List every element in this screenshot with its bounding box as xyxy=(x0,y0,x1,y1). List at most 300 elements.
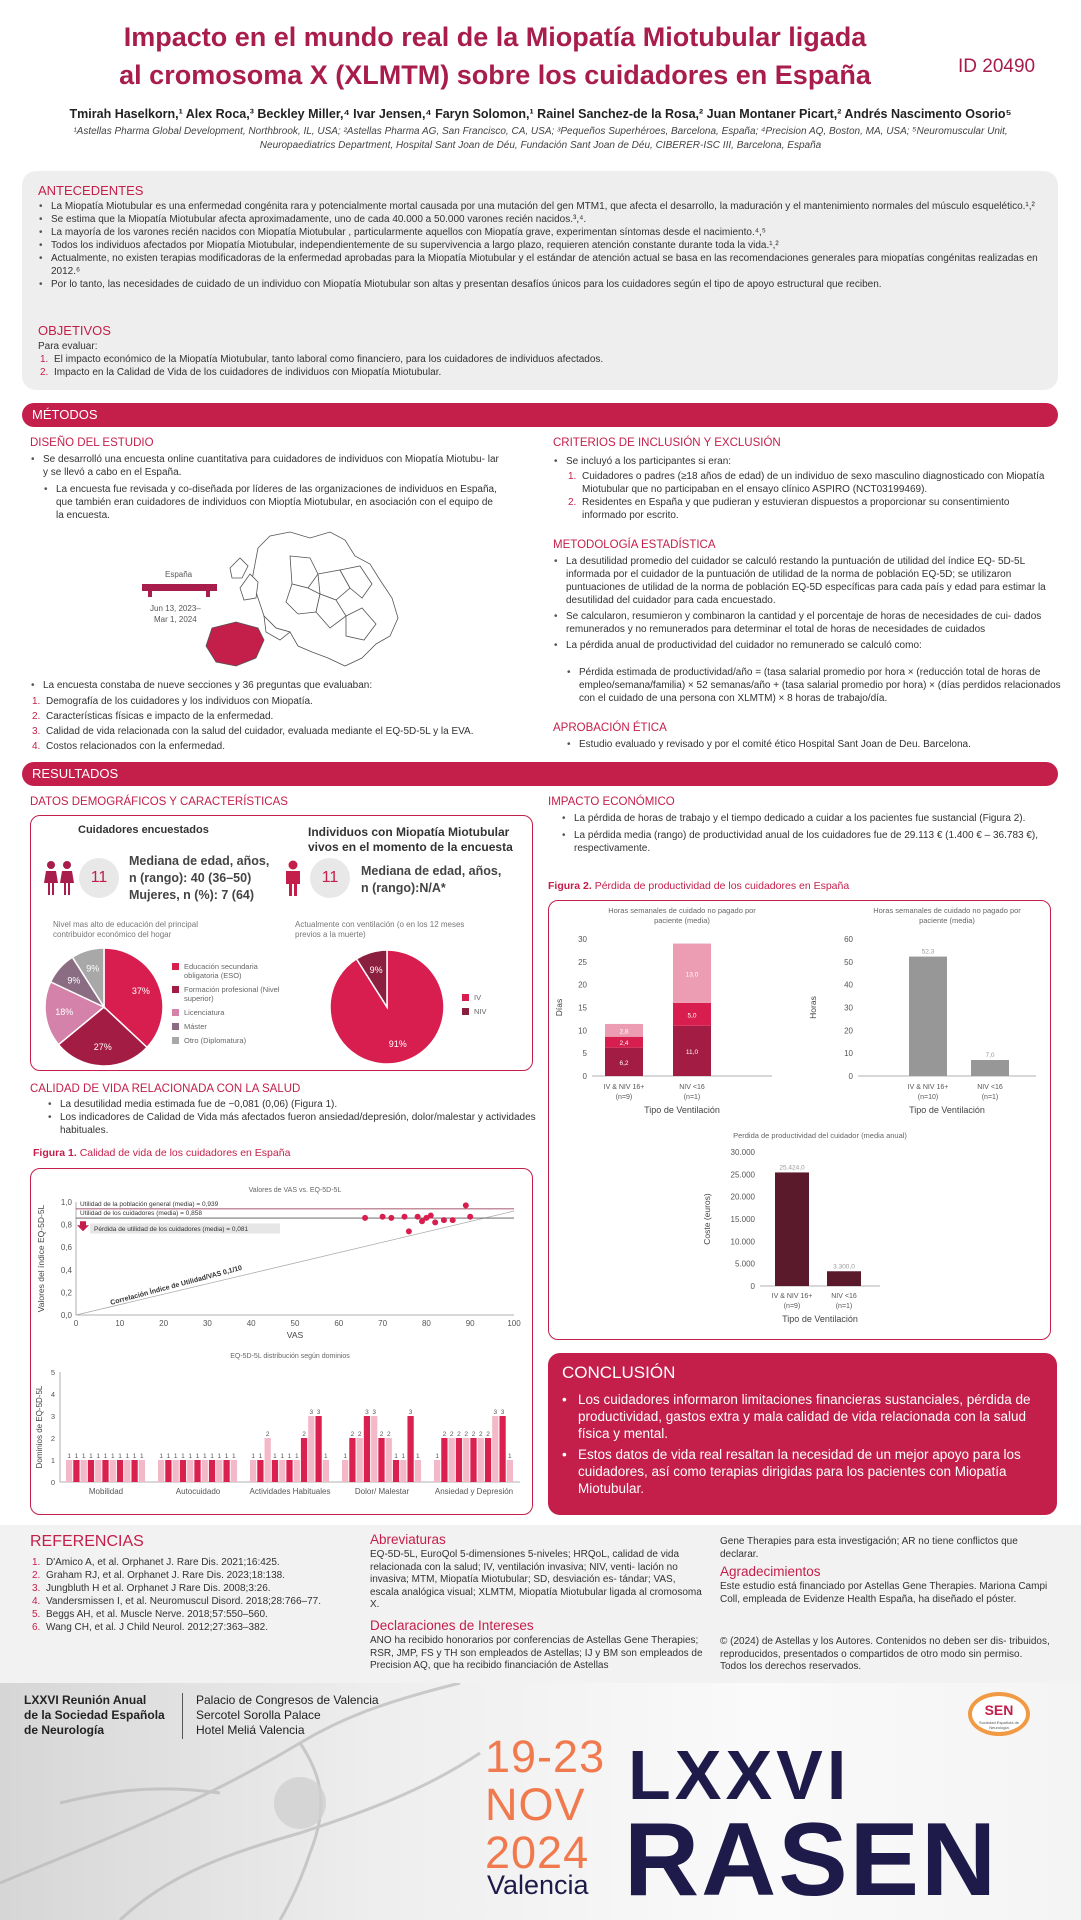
x-tick-label: 30 xyxy=(202,1319,212,1328)
bar xyxy=(180,1460,186,1482)
legend-label: Educación secundaria obligatoria (ESO) xyxy=(184,962,258,980)
legend-swatch xyxy=(462,994,469,1001)
event-venues: Palacio de Congresos de Valencia Sercotel Sorolla Palace Hotel Meliá Valencia xyxy=(196,1693,379,1737)
caregivers-count: 11 xyxy=(79,858,119,898)
bar-value-label: 1 xyxy=(103,1453,108,1460)
data-point xyxy=(362,1215,368,1221)
category-label: Mobilidad xyxy=(88,1487,124,1496)
bar-value-label: 1 xyxy=(166,1453,171,1460)
bar xyxy=(202,1460,208,1482)
list-item: 5. Beggs AH, et al. Muscle Nerve. 2018;57:550–560. xyxy=(32,1609,268,1620)
bar xyxy=(231,1460,237,1482)
antecedentes-list xyxy=(38,200,1048,291)
pie-slice-label: 91% xyxy=(388,1039,407,1050)
edu-caption: Nivel mas alto de educación del principal contribuidor económico del hogar xyxy=(53,920,198,939)
bar xyxy=(187,1460,193,1482)
bar-value-label: 2 xyxy=(386,1431,391,1438)
y-tick-label: 50 xyxy=(844,957,853,967)
fig2-caption: Figura 2. Pérdida de productividad de los cuidadores en España xyxy=(548,880,850,892)
chart-title: Horas semanales de cuidado no pagado por xyxy=(873,906,1021,915)
category-sublabel: (n=1) xyxy=(835,1303,853,1310)
conclusion-box xyxy=(548,1353,1057,1515)
bar xyxy=(400,1460,406,1482)
patients-title: Individuos con Miopatía Miotubular vivos en el momento de la encuesta xyxy=(308,825,513,854)
education-legend xyxy=(172,962,282,1050)
objetivos-list xyxy=(38,353,1038,379)
bar-value-label: 1 xyxy=(89,1453,93,1460)
abreviaturas-heading: Abreviaturas xyxy=(370,1532,446,1547)
y-tick-label: 30 xyxy=(844,1003,853,1013)
calidad-heading: CALIDAD DE VIDA RELACIONADA CON LA SALUD xyxy=(30,1083,301,1095)
x-tick-label: 100 xyxy=(507,1319,521,1328)
bar xyxy=(449,1438,455,1482)
bar xyxy=(775,1172,809,1286)
data-point xyxy=(402,1214,408,1220)
x-tick-label: 10 xyxy=(115,1319,125,1328)
bar-value-label: 3 xyxy=(493,1409,498,1416)
category-label: Actividades Habituales xyxy=(249,1487,331,1496)
caregivers-title: Cuidadores encuestados xyxy=(78,824,209,836)
y-tick-label: 4 xyxy=(50,1390,55,1399)
bar-value-label: 1 xyxy=(416,1453,420,1460)
list-item: • Por lo tanto, las necesidades de cuidado de un individuo con Miopatía Miotubular son altas y presentan desafíos únicos para los cuidadores según el tipo de apoyo estructural que reciben. xyxy=(38,278,1048,291)
y-axis-label: Dominios de EQ-5D-5L xyxy=(35,1385,44,1469)
y-axis-label: Horas xyxy=(808,996,818,1019)
poster-id: ID 20490 xyxy=(958,56,1036,77)
bar xyxy=(507,1460,513,1482)
bar-value-label: 2 xyxy=(457,1431,461,1438)
resultados-bar: RESULTADOS xyxy=(22,762,1058,786)
metodologia-sublist xyxy=(553,666,1063,705)
bar xyxy=(827,1271,861,1286)
x-axis-label: Tipo de Ventilación xyxy=(909,1105,985,1115)
bar-value-label: 1 xyxy=(324,1453,328,1460)
bar xyxy=(279,1460,285,1482)
impacto-heading: IMPACTO ECONÓMICO xyxy=(548,796,675,808)
bar-value-label: 3 xyxy=(365,1409,369,1416)
bar xyxy=(110,1460,116,1482)
criterios-list xyxy=(566,470,1056,522)
bar-value-label: 1 xyxy=(217,1453,222,1460)
event-rasen: RASEN xyxy=(624,1802,999,1918)
bar xyxy=(173,1460,179,1482)
bar-value-label: 1 xyxy=(140,1453,144,1460)
y-tick-label: 30.000 xyxy=(730,1148,755,1157)
encuesta-item xyxy=(30,679,500,692)
y-tick-label: 60 xyxy=(844,935,853,944)
data-point xyxy=(415,1214,421,1220)
y-tick-label: 0,4 xyxy=(60,1265,72,1275)
legend-label: Otro (Diplomatura) xyxy=(184,1036,247,1045)
fig1-caption: Figura 1. Calidad de vida de los cuidadores en España xyxy=(33,1147,291,1159)
annotation-text: Pérdida de utilidad de los cuidadores (media) = 0,081 xyxy=(94,1225,249,1233)
y-tick-label: 0,6 xyxy=(60,1243,72,1253)
event-roman-numeral: LXXVI xyxy=(628,1736,851,1814)
declaraciones-continued: Gene Therapies para esta investigación; AR no tiene conflictos que declarar. xyxy=(720,1536,1018,1560)
bar-value-label: 3 xyxy=(500,1409,505,1416)
declaraciones-heading: Declaraciones de Intereses xyxy=(370,1618,534,1633)
vas-eq5d-scatter-chart xyxy=(34,1180,528,1350)
list-item: • La pérdida de horas de trabajo y el tiempo dedicado a cuidar a los pacientes fue sustancial (Figura 2). xyxy=(548,812,1048,825)
bar xyxy=(463,1438,469,1482)
bar-value-label: 1 xyxy=(110,1453,115,1460)
bar xyxy=(81,1460,87,1482)
pie-slice-label: 9% xyxy=(369,964,383,975)
x-tick-label: 20 xyxy=(159,1319,169,1328)
poster-title: Impacto en el mundo real de la Miopatía Miotubular ligada al cromosoma X (XLMTM) sobre los cuidadores en España xyxy=(119,22,871,90)
pie-slice-label: 27% xyxy=(93,1042,112,1053)
ventilation-legend xyxy=(462,993,522,1021)
list-item: 1. D'Amico A, et al. Orphanet J. Rare Dis. 2021;16:425. xyxy=(32,1557,280,1568)
bar xyxy=(371,1416,377,1482)
bar xyxy=(342,1460,348,1482)
bar xyxy=(378,1438,384,1482)
bar-value-label: 1 xyxy=(195,1453,200,1460)
sen-logo xyxy=(968,1692,1030,1736)
data-point xyxy=(388,1215,394,1221)
bar-value-label: 1 xyxy=(81,1453,86,1460)
bar xyxy=(349,1438,355,1482)
list-item: 4. Vandersmissen I, et al. Neuromuscul Disord. 2018;28:766–77. xyxy=(32,1596,321,1607)
metodologia-heading: METODOLOGÍA ESTADÍSTICA xyxy=(553,539,716,551)
bar xyxy=(294,1460,300,1482)
event-city: Valencia xyxy=(487,1870,589,1900)
list-item: • Estudio evaluado y revisado y por el comité ético Hospital Sant Joan de Deu. Barcelona. xyxy=(553,738,1063,751)
legend-swatch xyxy=(172,1037,179,1044)
category-label: NIV <16 xyxy=(831,1293,857,1300)
bar xyxy=(386,1438,392,1482)
antecedentes-heading: ANTECEDENTES xyxy=(38,183,144,198)
list-item: 1. El impacto económico de la Miopatía Miotubular, tanto laboral como financiero, para los cuidadores de individuos afectados. xyxy=(40,354,604,365)
encuesta-list xyxy=(30,694,510,754)
bar-value-label: 2 xyxy=(357,1431,362,1438)
bar xyxy=(441,1438,447,1482)
chart-title: Perdida de productividad del cuidador (media anual) xyxy=(733,1131,907,1140)
bar xyxy=(364,1416,370,1482)
bar-value-label: 11,0 xyxy=(685,1048,699,1056)
y-tick-label: 3 xyxy=(50,1412,55,1421)
bar xyxy=(158,1460,164,1482)
list-item: • La Miopatía Miotubular es una enfermedad congénita rara y potencialmente mortal causada por una mutación del gen MTM1, que afecta el desarrollo, la maduración y el mantenimiento normales del músculo esquelético.¹,² xyxy=(38,200,1048,213)
reference-line-label: Utilidad de los cuidadores (media) = 0,858 xyxy=(80,1210,202,1218)
list-item: • Los indicadores de Calidad de Vida más afectados fueron ansiedad/depresión, dolor/malestar y actividades habituales. xyxy=(47,1111,537,1137)
pie-slice-label: 9% xyxy=(67,975,81,986)
bar-value-label: 2 xyxy=(478,1431,483,1438)
category-label: Ansiedad y Depresión xyxy=(434,1487,514,1496)
unpaid-care-hours-chart xyxy=(800,903,1048,1128)
list-item: • Se incluyó a los participantes si eran: xyxy=(553,455,1053,468)
vent-caption: Actualmente con ventilación (o en los 12 meses previos a la muerte) xyxy=(295,920,465,939)
legend-label: Licenciatura xyxy=(184,1008,225,1017)
bar xyxy=(492,1416,498,1482)
list-item: • La pérdida media (rango) de productividad anual de los cuidadores fue de 29.113 € (1.400 € – 36.783 €), respectivamente. xyxy=(548,829,1048,855)
bar xyxy=(971,1060,1009,1076)
x-tick-label: 40 xyxy=(246,1319,256,1328)
legend-swatch xyxy=(462,1008,469,1015)
bar-value-label: 5,0 xyxy=(687,1012,697,1020)
bar xyxy=(209,1460,215,1482)
bar xyxy=(357,1438,363,1482)
list-item: • Todos los individuos afectados por Miopatía Miotubular, independientemente de su supervivencia a largo plazo, requieren atención constante durante toda la vida.¹,² xyxy=(38,239,1048,252)
category-sublabel: (n=9) xyxy=(783,1303,801,1310)
bar-value-label: 1 xyxy=(280,1453,285,1460)
y-tick-label: 5 xyxy=(50,1368,55,1377)
trend-label: Correlación Índice de Utilidad/VAS 0,1/10 xyxy=(109,1264,243,1307)
y-tick-label: 5 xyxy=(582,1049,587,1059)
bar xyxy=(393,1460,399,1482)
data-point xyxy=(450,1217,456,1223)
agradecimientos-text: Este estudio está financiado por Astellas Gene Therapies. Mariona Campi Coll, empleada de Evidenze Health España, ha diseñado el póster. xyxy=(720,1581,1048,1605)
bar-value-label: 1 xyxy=(394,1453,398,1460)
y-tick-label: 40 xyxy=(844,980,853,990)
bar-value-label: 1 xyxy=(343,1453,347,1460)
bar xyxy=(909,957,947,1076)
chart-title: EQ-5D-5L distribución según dominios xyxy=(230,1353,350,1360)
bar-value-label: 1 xyxy=(188,1453,193,1460)
bar-value-label: 1 xyxy=(435,1453,439,1460)
bar-value-label: 1 xyxy=(232,1453,236,1460)
list-item: 6. Wang CH, et al. J Child Neurol. 2012;27:363–382. xyxy=(32,1622,268,1633)
list-item: 1. Demografía de los cuidadores y los individuos con Miopatía. xyxy=(32,696,313,707)
data-point xyxy=(432,1219,438,1225)
diseno-heading: DISEÑO DEL ESTUDIO xyxy=(30,437,154,449)
y-tick-label: 0,2 xyxy=(60,1288,72,1298)
bar-value-label: 1 xyxy=(96,1453,101,1460)
sen-logo-text: SEN xyxy=(984,1702,1014,1718)
bar xyxy=(124,1460,130,1482)
legend-swatch xyxy=(172,1023,179,1030)
bar-value-label: 1 xyxy=(210,1453,214,1460)
y-tick-label: 10 xyxy=(844,1049,853,1059)
affiliations: ¹Astellas Pharma Global Development, Northbrook, IL, USA; ²Astellas Pharma AG, San Francisco, CA, USA; ³Pequeños Superhéroes, Barcelona, España; ⁴Precision AQ, Boston, MA, USA; ⁵Neuromuscular Unit, Neuropaediatrics Department, Hospital Sant Joan de Déu, Fundación Sant Joan de Déu, CIBERER-ISC III, Barcelona, España xyxy=(73,126,1008,151)
y-tick-label: 25.000 xyxy=(730,1170,755,1180)
y-tick-label: 30 xyxy=(578,935,587,944)
patients-stats: Mediana de edad, años, n (rango):N/A* xyxy=(361,864,502,895)
list-item: • La encuesta fue revisada y co-diseñada por líderes de las organizaciones de individuos en España, que también eran cuidadores de individuos con Mioptía Miotubular, en asociación con el equipo de la encuesta. xyxy=(30,483,500,522)
bar xyxy=(265,1438,271,1482)
bar xyxy=(499,1416,505,1482)
bar xyxy=(478,1438,484,1482)
y-tick-label: 0,8 xyxy=(60,1220,72,1230)
x-axis-label: Tipo de Ventilación xyxy=(644,1105,720,1115)
criterios-intro xyxy=(553,455,1053,468)
bar-value-label: 3 xyxy=(309,1409,314,1416)
legend-entry xyxy=(172,985,282,1003)
y-tick-label: 10.000 xyxy=(730,1237,755,1247)
chart-title: paciente (media) xyxy=(654,916,710,925)
category-sublabel: (n=1) xyxy=(683,1094,701,1101)
bar xyxy=(73,1460,79,1482)
legend-label: Máster xyxy=(184,1022,207,1031)
x-tick-label: 90 xyxy=(465,1319,475,1328)
chart-title: paciente (media) xyxy=(919,916,975,925)
bar-value-label: 2 xyxy=(471,1431,476,1438)
y-tick-label: 0 xyxy=(50,1478,55,1487)
bar-value-label: 13,0 xyxy=(685,971,699,979)
x-axis-label: Tipo de Ventilación xyxy=(782,1314,858,1324)
caregivers-icon xyxy=(43,860,75,896)
bar-value-label: 2 xyxy=(379,1431,384,1438)
category-label: IV & NIV 16+ xyxy=(907,1084,949,1091)
ventilation-pie-chart xyxy=(330,950,446,1066)
list-item: • La mayoría de los varones recién nacidos con Miopatía Miotubular , particularmente aquellos con Miopatía grave, experimentan síntomas desde el nacimiento.⁴,⁵ xyxy=(38,226,1048,239)
bar xyxy=(286,1460,292,1482)
list-item: • Actualmente, no existen terapias modificadoras de la enfermedad aprobadas para la Miopatía Miotubular y el estándar de atención actual se basa en las recomendaciones generales para miopatías congénitas realizadas en 2012.⁶ xyxy=(38,252,1048,278)
bar xyxy=(407,1416,413,1482)
agradecimientos-heading: Agradecimientos xyxy=(720,1564,821,1579)
bar xyxy=(223,1460,229,1482)
spain-shape xyxy=(206,622,264,666)
bar-value-label: 1 xyxy=(67,1453,71,1460)
y-tick-label: 15.000 xyxy=(730,1215,755,1224)
bar xyxy=(102,1460,108,1482)
x-axis-label: VAS xyxy=(286,1330,304,1340)
y-axis-label: Días xyxy=(554,998,564,1017)
timeline-dates: Jun 13, 2023– Mar 1, 2024 xyxy=(150,604,201,624)
bar-value-label: 2 xyxy=(265,1431,270,1438)
bar xyxy=(139,1460,145,1482)
list-item: 1. Cuidadores o padres (≥18 años de edad) de un individuo de sexo masculino diagnosticado con Miopatía Miotubular que no participaban en el ensayo clínico ASPIRO (NCT03199469). xyxy=(568,471,1045,495)
calidad-list xyxy=(47,1098,537,1137)
category-label: NIV <16 xyxy=(977,1084,1003,1091)
bar-value-label: 1 xyxy=(125,1453,130,1460)
criterios-heading: CRITERIOS DE INCLUSIÓN Y EXCLUSIÓN xyxy=(553,437,781,449)
data-point xyxy=(463,1202,469,1208)
bar-value-label: 6,2 xyxy=(619,1059,629,1067)
legend-entry xyxy=(172,1022,282,1031)
chart-title: Horas semanales de cuidado no pagado por xyxy=(608,906,756,915)
bar-value-label: 1 xyxy=(224,1453,229,1460)
list-item: 2. Graham RJ, et al. Orphanet J. Rare Dis. 2023;18:138. xyxy=(32,1570,286,1581)
legend-entry xyxy=(172,1008,282,1017)
legend-label: IV xyxy=(474,993,482,1002)
bar-value-label: 7,0 xyxy=(985,1052,995,1060)
diseno-sublist xyxy=(30,483,500,522)
list-item: 4. Costos relacionados con la enfermedad. xyxy=(32,741,225,752)
list-item: • Los cuidadores informaron limitaciones financieras sustanciales, pérdida de productividad, gastos extra y mala calidad de vida relacionada con la salud física y mental. xyxy=(562,1392,1031,1441)
bar-value-label: 1 xyxy=(508,1453,512,1460)
list-item: 2. Residentes en España y que pudieran y estuvieran dispuestos a proporcionar su consentimiento informado por escrito. xyxy=(568,497,1010,521)
y-tick-label: 20 xyxy=(578,980,587,990)
declaraciones-text: ANO ha recibido honorarios por conferencias de Astellas Gene Therapies; RSR, JMP, FS y TH son empleados de Astellas; IJ y BM son empleados de Precision AQ, que ha recibido financiación de Astellas xyxy=(370,1635,703,1671)
bar-value-label: 2 xyxy=(449,1431,454,1438)
category-label: Autocuidado xyxy=(175,1487,221,1496)
event-dates: 19-23 NOV 2024 xyxy=(485,1731,606,1878)
caregivers-stats: Mediana de edad, años, n (rango): 40 (36–50) Mujeres, n (%): 7 (64) xyxy=(129,854,270,902)
data-point xyxy=(380,1214,386,1220)
etica-list xyxy=(553,738,1063,751)
category-sublabel: (n=9) xyxy=(615,1094,633,1101)
bar-value-label: 1 xyxy=(118,1453,122,1460)
category-label: IV & NIV 16+ xyxy=(771,1293,813,1300)
bar-value-label: 1 xyxy=(74,1453,79,1460)
bar xyxy=(66,1460,72,1482)
list-item: • Pérdida estimada de productividad/año = (tasa salarial promedio por hora × (reducción total de horas de empleo/semana/familia) × 52 semanas/año + (tasa salarial promedio por hora) × (días perdidos relacionados con el cuidado de una persona con XLMTM) × 8 horas de trabajo/día. xyxy=(553,666,1063,705)
pie-slice-label: 9% xyxy=(86,963,100,974)
data-point xyxy=(467,1214,473,1220)
list-item: • La pérdida anual de productividad del cuidador no remunerado se calculó como: xyxy=(553,639,1063,652)
patient-icon xyxy=(283,860,303,896)
x-tick-label: 50 xyxy=(290,1319,300,1328)
bar xyxy=(250,1460,256,1482)
bar xyxy=(257,1460,263,1482)
bar-value-label: 2 xyxy=(486,1431,490,1438)
legend-label: NIV xyxy=(474,1007,487,1016)
eq5d-domains-bar-chart xyxy=(34,1350,528,1510)
x-tick-label: 80 xyxy=(421,1319,431,1328)
list-item: 3. Calidad de vida relacionada con la salud del cuidador, evaluada mediante el EQ-5D-5L y la EVA. xyxy=(32,726,474,737)
unpaid-care-days-chart xyxy=(552,903,792,1128)
list-item: • La desutilidad media estimada fue de −0,081 (0,06) (Figura 1). xyxy=(47,1098,537,1111)
bar xyxy=(117,1460,123,1482)
bar xyxy=(165,1460,171,1482)
x-tick-label: 70 xyxy=(378,1319,388,1328)
bar-value-label: 1 xyxy=(202,1453,207,1460)
objetivos-intro: Para evaluar: xyxy=(38,341,98,352)
bar-value-label: 1 xyxy=(401,1453,406,1460)
bar xyxy=(434,1460,440,1482)
divider xyxy=(182,1693,183,1739)
list-item: 2. Características físicas e impacto de la enfermedad. xyxy=(32,711,274,722)
bar-value-label: 1 xyxy=(251,1453,255,1460)
chart-title: Valores de VAS vs. EQ-5D-5L xyxy=(248,1187,342,1194)
objetivos-heading: OBJETIVOS xyxy=(38,323,111,338)
bar-value-label: 25.424,0 xyxy=(779,1164,805,1172)
bar xyxy=(216,1460,222,1482)
legend-swatch xyxy=(172,986,179,993)
data-point xyxy=(406,1228,412,1234)
bar-value-label: 1 xyxy=(273,1453,277,1460)
education-pie-chart xyxy=(45,948,165,1068)
category-sublabel: (n=1) xyxy=(981,1094,999,1101)
bar-value-label: 2 xyxy=(442,1431,447,1438)
y-tick-label: 0 xyxy=(582,1072,587,1081)
impacto-list xyxy=(548,812,1048,855)
y-tick-label: 0,0 xyxy=(60,1311,72,1320)
referencias-heading: REFERENCIAS xyxy=(30,1533,144,1550)
y-axis-label: Valores del índice EQ-5D-5L xyxy=(36,1204,46,1313)
category-label: IV & NIV 16+ xyxy=(603,1084,645,1091)
legend-entry xyxy=(172,962,282,980)
y-tick-label: 1,0 xyxy=(60,1198,72,1207)
bar-value-label: 1 xyxy=(181,1453,185,1460)
legend-swatch xyxy=(172,963,179,970)
bar-value-label: 2,4 xyxy=(619,1040,629,1048)
list-item: 3. Jungbluth H et al. Orphanet J Rare Dis. 2008;3:26. xyxy=(32,1583,271,1594)
metodos-bar: MÉTODOS xyxy=(22,403,1058,427)
bar-value-label: 3 xyxy=(372,1409,377,1416)
bar-value-label: 1 xyxy=(294,1453,299,1460)
timeline-tick xyxy=(148,589,152,597)
bar xyxy=(95,1460,101,1482)
bar-value-label: 52,3 xyxy=(921,948,935,956)
bar-value-label: 2 xyxy=(302,1431,306,1438)
bar xyxy=(308,1416,314,1482)
bar xyxy=(415,1460,421,1482)
bar-value-label: 2 xyxy=(464,1431,469,1438)
y-tick-label: 15 xyxy=(578,1003,587,1013)
y-tick-label: 5.000 xyxy=(734,1259,755,1269)
reference-line-label: Utilidad de la población general (media) = 0,939 xyxy=(80,1200,219,1208)
bar-value-label: 1 xyxy=(132,1453,137,1460)
y-axis-label: Coste (euros) xyxy=(702,1193,712,1245)
legend-swatch xyxy=(172,1009,179,1016)
productivity-loss-chart xyxy=(690,1128,940,1338)
y-tick-label: 0 xyxy=(750,1282,755,1291)
list-item: • Se desarrolló una encuesta online cuantitativa para cuidadores de individuos con Miopatía Miotubu- lar y se llevó a cabo en el España. xyxy=(30,453,500,479)
y-tick-label: 25 xyxy=(578,957,587,967)
bar-value-label: 3.300,0 xyxy=(833,1263,855,1271)
